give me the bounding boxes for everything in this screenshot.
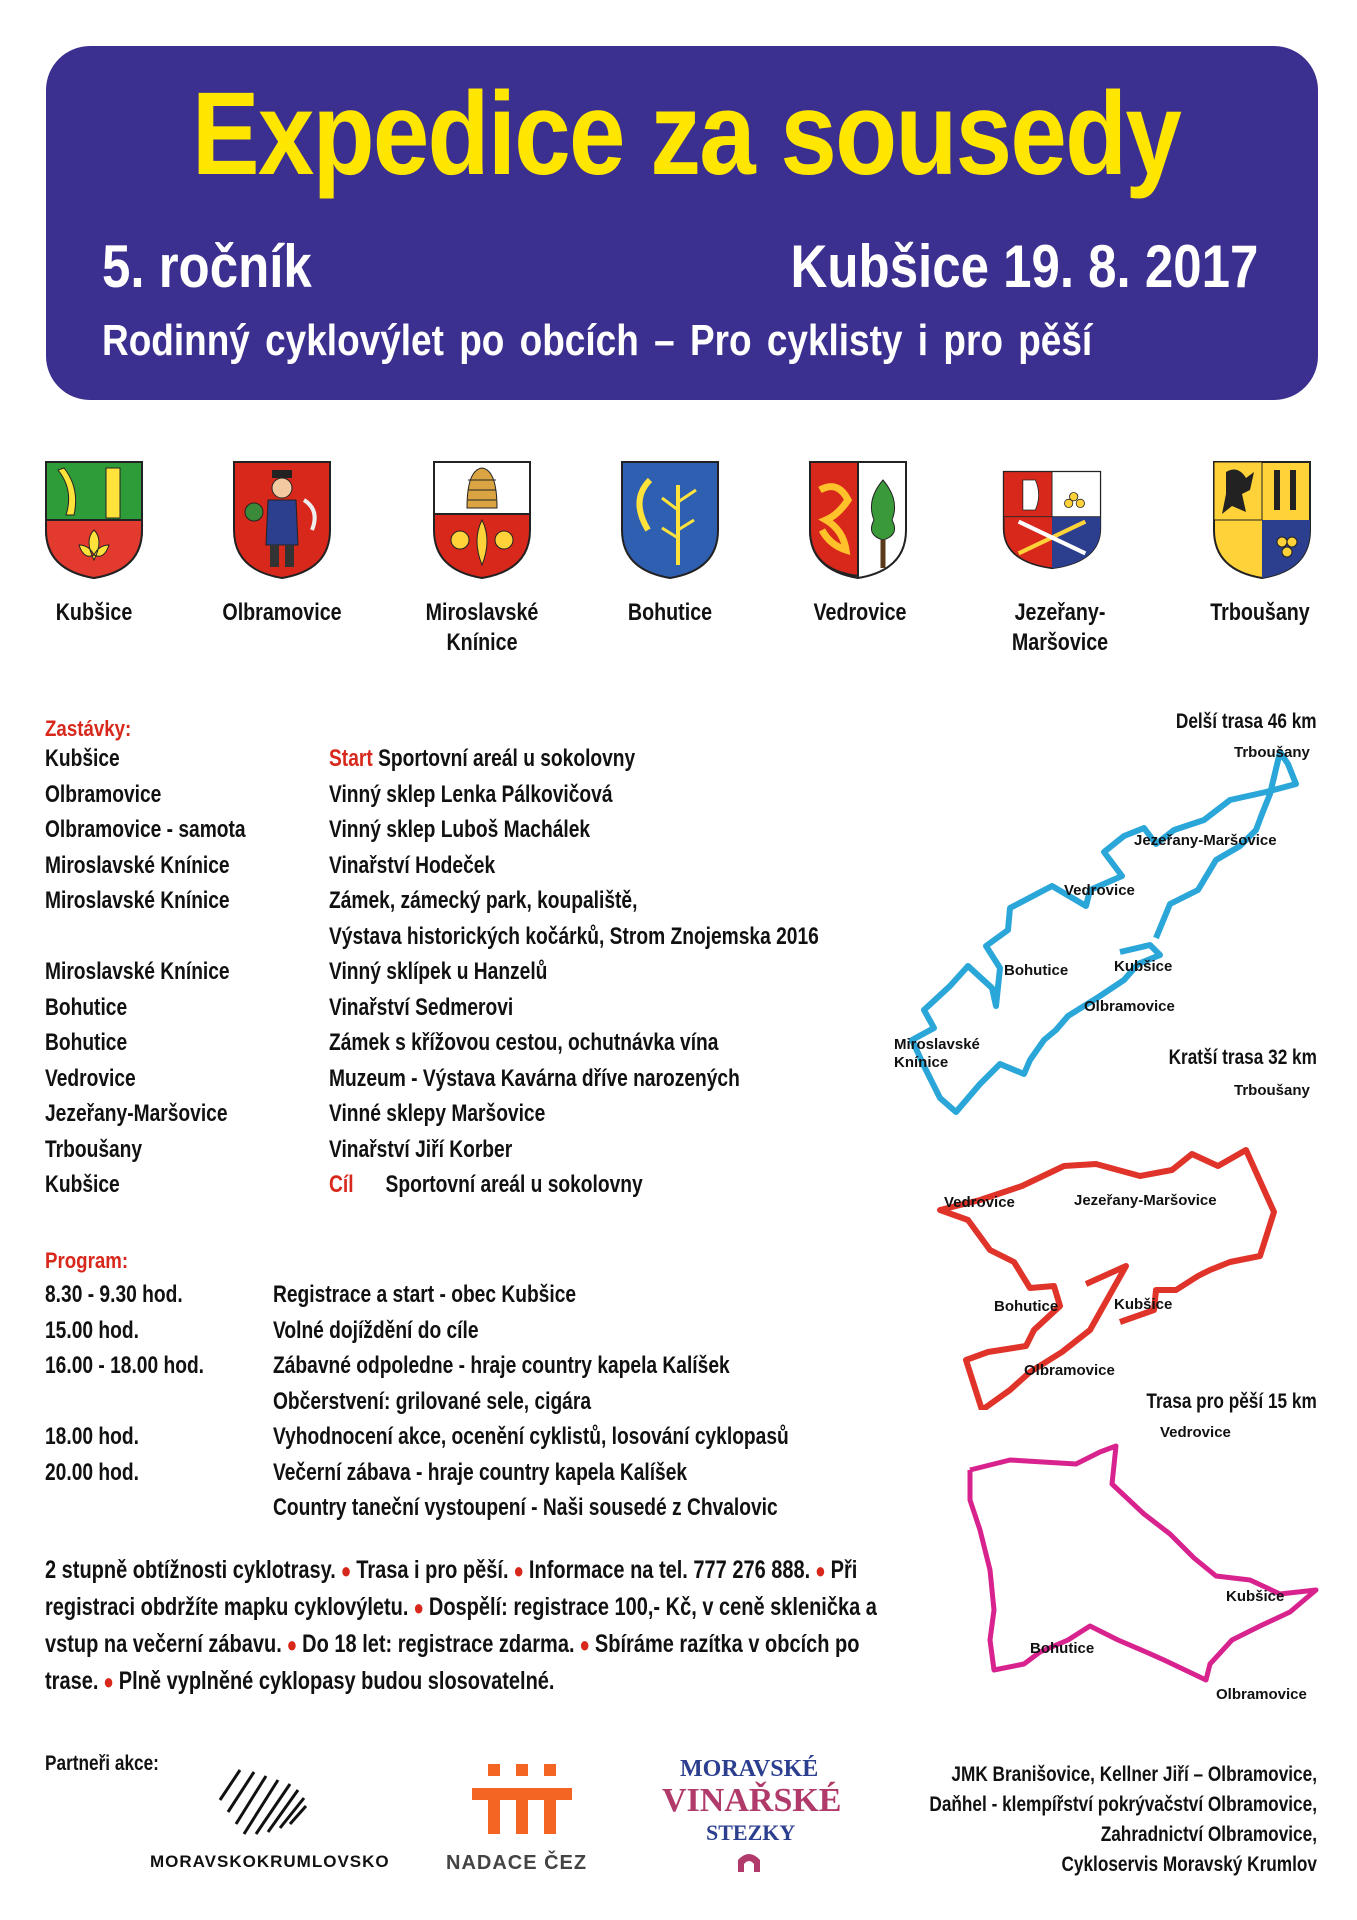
program-time: 18.00 hod. [45, 1423, 139, 1450]
info-sentence: 2 stupně obtížnosti cyklotrasy. [45, 1556, 336, 1584]
program-time: 16.00 - 18.00 hod. [45, 1352, 205, 1379]
stop-row [45, 1064, 895, 1094]
map-town-label: Bohutice [1004, 962, 1069, 979]
info-sentence: Sbíráme razítka v obcích po trase. [45, 1630, 860, 1695]
stop-row [45, 957, 895, 987]
stop-town: Jezeřany-Maršovice [45, 1100, 228, 1127]
partner-line: Daňhel - klempířství pokrývačství Olbramovice, [929, 1793, 1317, 1816]
crest-label: Trboušany [1210, 599, 1310, 626]
stop-description [329, 851, 495, 881]
bullet-dot-icon: ● [281, 1632, 303, 1657]
stop-description [329, 1135, 512, 1165]
map-town-label: Vedrovice [944, 1194, 1015, 1211]
partner-line: JMK Branišovice, Kellner Jiří – Olbramovice, [951, 1763, 1317, 1786]
miroslavske-kninice-crest-icon [432, 460, 532, 580]
stop-description-text: Vinný sklípek u Hanzelů [329, 958, 548, 985]
program-row [45, 1458, 895, 1488]
map-town-label: Bohutice [1030, 1640, 1095, 1657]
stop-description-text: Vinný sklep Luboš Machálek [329, 816, 591, 843]
program-activity: Registrace a start - obec Kubšice [273, 1281, 577, 1308]
stop-row [45, 744, 895, 774]
crest-label: Miroslavské Knínice [425, 599, 539, 656]
map-town-label: Trboušany [1234, 1082, 1310, 1099]
program-activity: Volné dojíždění do cíle [273, 1316, 479, 1344]
stop-description-text: Sportovní areál u sokolovny [385, 1171, 643, 1198]
info-sentence: Dospělí: registrace 100,- Kč, v ceně skleničkа a vstup na večerní zábavu. [45, 1593, 877, 1658]
program-time: 20.00 hod. [45, 1458, 139, 1486]
map-town-label: Vedrovice [1064, 882, 1135, 899]
stop-description-text: Vinný sklep Lenka Pálkovičová [329, 780, 613, 808]
place-date: Kubšice 19. 8. 2017 [790, 233, 1258, 300]
program-time: 8.30 - 9.30 hod. [45, 1281, 183, 1308]
stop-town: Miroslavské Knínice [45, 887, 230, 914]
event-title: Expedice za sousedy [191, 68, 1181, 200]
olbramovice-crest-icon [232, 460, 332, 580]
stop-description [329, 957, 547, 987]
program-row [45, 1422, 895, 1452]
jezerany-marsovice-crest-icon [1002, 460, 1102, 580]
stop-town: Bohutice [45, 1029, 128, 1056]
trbousany-crest-icon [1212, 460, 1312, 580]
map-town-label: Trboušany [1234, 744, 1310, 761]
vinarske-stezky-logo-line3: STEZKY [706, 1820, 796, 1845]
stop-town: Miroslavské Knínice [45, 958, 230, 985]
kubsice-crest-icon [44, 460, 144, 580]
stop-description-text: Muzeum - Výstava Kavárna dříve narozených [329, 1064, 740, 1092]
walk-route-map [950, 1430, 1330, 1710]
bullet-dot-icon: ● [810, 1558, 831, 1583]
bullet-dot-icon: ● [408, 1595, 429, 1620]
stop-description [329, 993, 513, 1023]
stop-description-text: Vinařství Jiří Korber [329, 1135, 513, 1163]
map-town-label: Kubšice [1226, 1588, 1285, 1605]
vinarske-stezky-logo-line2: VINAŘSKÉ [662, 1782, 842, 1819]
moravskokrumlovsko-logo-icon [210, 1760, 310, 1840]
map-town-label: Knínice [894, 1054, 949, 1071]
program-row [45, 1316, 895, 1346]
stop-row [45, 886, 895, 916]
program-row [45, 1387, 895, 1417]
partners-label: Partneři akce: [45, 1752, 159, 1775]
bullet-dot-icon: ● [335, 1558, 357, 1583]
crest-label: Jezeřany-Maršovice [1011, 599, 1109, 656]
stop-town: Miroslavské Knínice [45, 851, 230, 879]
stop-town: Bohutice [45, 993, 128, 1021]
stop-row [45, 922, 895, 952]
stop-town: Kubšice [45, 1171, 120, 1198]
moravskokrumlovsko-logo-text: MORAVSKOKRUMLOVSKO [150, 1852, 390, 1871]
map-town-label: Bohutice [994, 1298, 1059, 1315]
info-sentence: Při registraci obdržíte mapku cyklovýletu. [45, 1556, 858, 1621]
map-town-label: Vedrovice [1160, 1424, 1231, 1441]
map-town-label: Miroslavské [894, 1036, 980, 1053]
vinarske-stezky-logo-line1: MORAVSKÉ [680, 1756, 819, 1782]
bullet-dot-icon: ● [508, 1558, 529, 1583]
stop-description-text: Vinařství Sedmerovi [329, 993, 514, 1021]
partner-line: Zahradnictví Olbramovice, [1100, 1823, 1317, 1846]
info-paragraph [45, 1552, 909, 1700]
program-activity: Vyhodnocení akce, ocenění cyklistů, losování cyklopasů [273, 1423, 789, 1450]
stop-town: Olbramovice - samota [45, 816, 246, 843]
bullet-dot-icon: ● [574, 1632, 595, 1657]
stop-town: Kubšice [45, 745, 120, 772]
long-route-title: Delší trasa 46 km [1176, 710, 1317, 733]
stop-description [329, 922, 819, 952]
program-activity: Večerní zábava - hraje country kapela Kalíšek [273, 1458, 688, 1486]
walk-route-title: Trasa pro pěší 15 km [1146, 1390, 1317, 1413]
vedrovice-crest-icon [808, 460, 908, 580]
stop-description [329, 1028, 718, 1058]
program-activity: Občerstvení: grilované sele, cigára [273, 1387, 592, 1415]
stop-row [45, 1028, 895, 1058]
stop-description-text: Vinné sklepy Maršovice [329, 1100, 546, 1127]
map-town-label: Kubšice [1114, 958, 1173, 975]
info-sentence: Plně vyplněné cyklopasy budou slosovatelné. [118, 1667, 555, 1695]
event-subtitle: Rodinný cyklovýlet po obcích – Pro cyklisty i pro pěší [102, 316, 1093, 365]
crest-label: Bohutice [627, 599, 713, 626]
stop-description [329, 886, 637, 916]
stop-row [45, 1135, 895, 1165]
stop-description-text: Zámek, zámecký park, koupaliště, [329, 887, 638, 914]
program-row [45, 1280, 895, 1310]
stop-row [45, 851, 895, 881]
stop-description-text: Výstava historických kočárků, Strom Znojemska 2016 [329, 922, 819, 950]
stop-description [329, 815, 590, 845]
program-activity: Country taneční vystoupení - Naši sousedé z Chvalovic [273, 1494, 778, 1521]
map-town-label: Olbramovice [1084, 998, 1175, 1015]
stop-description-text: Zámek s křížovou cestou, ochutnávka vína [329, 1029, 719, 1056]
stop-row [45, 780, 895, 810]
partner-line: Cykloservis Moravský Krumlov [1061, 1853, 1317, 1876]
stop-marker: Start [329, 745, 373, 772]
wine-cellar-icon [736, 1848, 762, 1874]
map-town-label: Jezeřany-Maršovice [1134, 832, 1277, 849]
bohutice-crest-icon [620, 460, 720, 580]
program-row [45, 1493, 895, 1523]
info-sentence: Trasa i pro pěší. [356, 1556, 509, 1584]
nadace-cez-logo-icon [470, 1760, 574, 1840]
crest-label: Vedrovice [813, 599, 907, 626]
stop-row [45, 815, 895, 845]
stop-row [45, 1170, 895, 1200]
stop-town: Trboušany [45, 1135, 143, 1163]
stop-description [329, 1099, 545, 1129]
map-town-label: Jezeřany-Maršovice [1074, 1192, 1217, 1209]
info-sentence: Do 18 let: registrace zdarma. [302, 1630, 575, 1658]
stop-description-text: Sportovní areál u sokolovny [378, 745, 636, 772]
info-sentence: Informace na tel. 777 276 888. [528, 1556, 811, 1584]
stop-town: Vedrovice [45, 1064, 136, 1092]
bullet-dot-icon: ● [98, 1669, 119, 1694]
stop-row [45, 993, 895, 1023]
edition-label: 5. ročník [102, 233, 312, 300]
stop-description [329, 1170, 643, 1200]
stop-description [329, 1064, 740, 1094]
map-town-label: Kubšice [1114, 1296, 1173, 1313]
stop-row [45, 1099, 895, 1129]
short-route-title: Kratší trasa 32 km [1168, 1046, 1317, 1069]
program-heading: Program: [45, 1248, 129, 1273]
stop-description [329, 744, 635, 774]
program-activity: Zábavné odpoledne - hraje country kapela Kalíšek [273, 1352, 730, 1379]
stop-marker: Cíl [329, 1171, 354, 1198]
program-time: 15.00 hod. [45, 1316, 139, 1344]
stop-description [329, 780, 613, 810]
crest-label: Kubšice [55, 599, 133, 626]
stop-description-text: Vinařství Hodeček [329, 851, 496, 879]
header-banner [46, 46, 1318, 400]
partners-list [837, 1760, 1317, 1880]
crest-label: Olbramovice [222, 599, 342, 626]
map-town-label: Olbramovice [1216, 1686, 1307, 1703]
nadace-cez-logo-text: NADACE ČEZ [446, 1852, 588, 1874]
short-route-map [930, 1090, 1330, 1410]
program-row [45, 1351, 895, 1381]
map-town-label: Olbramovice [1024, 1362, 1115, 1379]
stops-heading: Zastávky: [45, 716, 132, 741]
stop-town: Olbramovice [45, 780, 162, 808]
